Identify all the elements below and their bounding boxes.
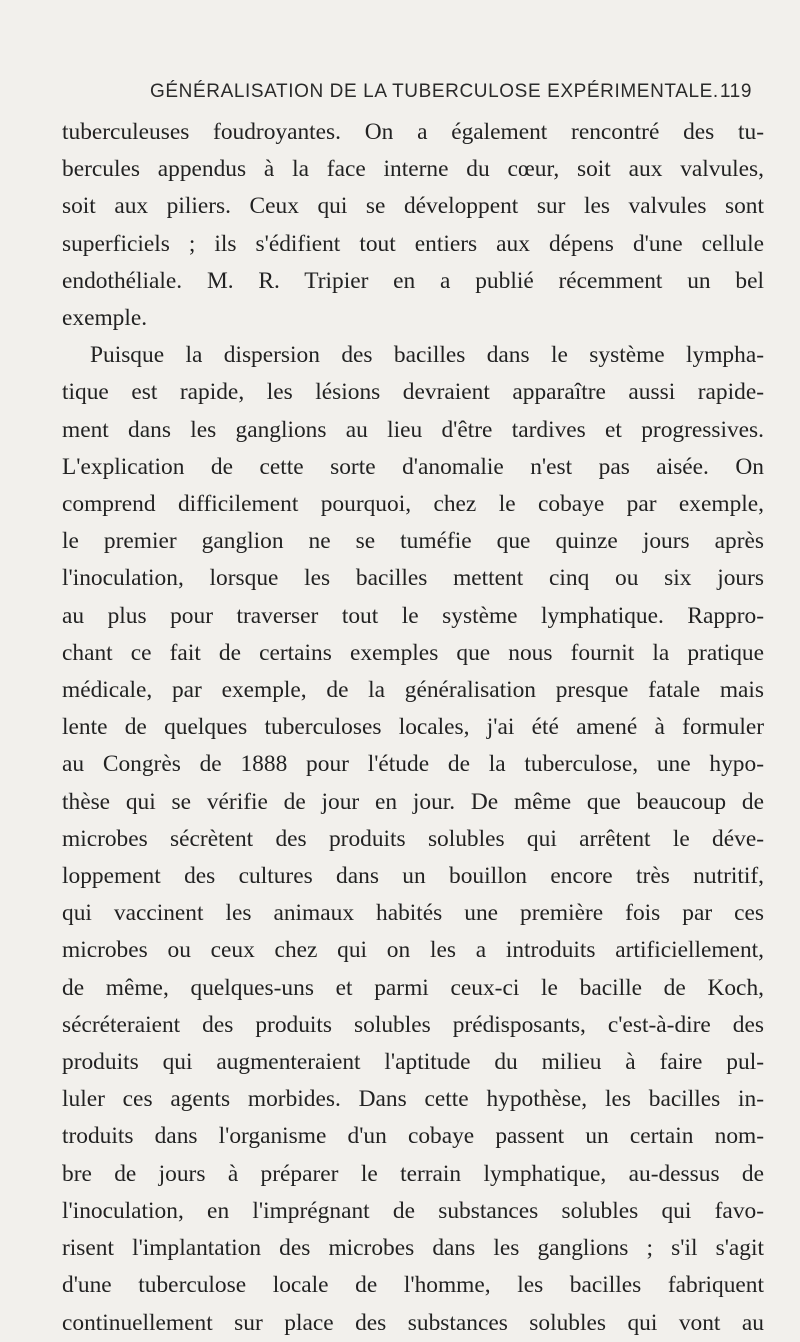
text-line: tuberculeuses foudroyantes. On a également rencontré des tu- [62, 119, 764, 145]
text-line: continuellement sur place des substances solubles qui vont au [62, 1309, 764, 1336]
text-line: L'explication de cette sorte d'anomalie n'est pas aisée. On [62, 453, 764, 480]
text-line: soit aux piliers. Ceux qui se développent sur les valvules sont [62, 193, 764, 220]
text-line: microbes sécrètent des produits solubles qui arrêtent le déve- [62, 825, 764, 852]
text-line: l'inoculation, en l'imprégnant de substances solubles qui favo- [62, 1197, 764, 1224]
text-line: l'inoculation, lorsque les bacilles mettent cinq ou six jours [62, 565, 764, 592]
text-line: chant ce fait de certains exemples que nous fournit la pratique [62, 639, 764, 666]
running-head [62, 0, 764, 102]
text-line: bercules appendus à la face interne du cœur, soit aux valvules, [62, 156, 764, 183]
text-line: troduits dans l'organisme d'un cobaye passent un certain nom- [62, 1123, 764, 1150]
text-line: exemple. [62, 305, 148, 332]
text-line: comprend difficilement pourquoi, chez le cobaye par exemple, [62, 491, 764, 518]
text-line: qui vaccinent les animaux habités une première fois par ces [62, 900, 764, 927]
text-line: superficiels ; ils s'édifient tout entiers aux dépens d'une cellule [62, 230, 764, 257]
text-line: produits qui augmenteraient l'aptitude du milieu à faire pul- [62, 1049, 764, 1076]
text-line: thèse qui se vérifie de jour en jour. De même que beaucoup de [62, 788, 764, 815]
text-line: tique est rapide, les lésions devraient apparaître aussi rapide- [62, 379, 764, 406]
text-line: loppement des cultures dans un bouillon encore très nutritif, [62, 863, 764, 890]
text-line: endothéliale. M. R. Tripier en a publié récemment un bel [62, 267, 764, 294]
text-line: au Congrès de 1888 pour l'étude de la tuberculose, une hypo- [62, 751, 764, 778]
page-number: 119 [719, 81, 752, 102]
text-line: ment dans les ganglions au lieu d'être tardives et progressives. [62, 416, 764, 443]
text-line: de même, quelques-uns et parmi ceux-ci le bacille de Koch, [62, 974, 764, 1001]
text-line: le premier ganglion ne se tuméfie que quinze jours après [62, 528, 764, 555]
text-line: médicale, par exemple, de la généralisation presque fatale mais [62, 677, 764, 704]
text-line: lente de quelques tuberculoses locales, j'ai été amené à formuler [62, 714, 764, 741]
text-line: luler ces agents morbides. Dans cette hypothèse, les bacilles in- [62, 1086, 764, 1113]
text-line: risent l'implantation des microbes dans les ganglions ; s'il s'agit [62, 1235, 764, 1262]
text-line: sécréteraient des produits solubles prédisposants, c'est-à-dire des [62, 1011, 764, 1038]
text-line: Puisque la dispersion des bacilles dans le système lympha- [90, 342, 764, 369]
running-title: GÉNÉRALISATION DE LA TUBERCULOSE EXPÉRIMENTALE. [150, 81, 719, 102]
text-line: bre de jours à préparer le terrain lymphatique, au-dessus de [62, 1160, 764, 1187]
body-text [62, 114, 764, 1342]
text-line: au plus pour traverser tout le système lymphatique. Rappro- [62, 602, 764, 629]
text-line: microbes ou ceux chez qui on les a introduits artificiellement, [62, 937, 764, 964]
text-line: d'une tuberculose locale de l'homme, les bacilles fabriquent [62, 1272, 764, 1299]
